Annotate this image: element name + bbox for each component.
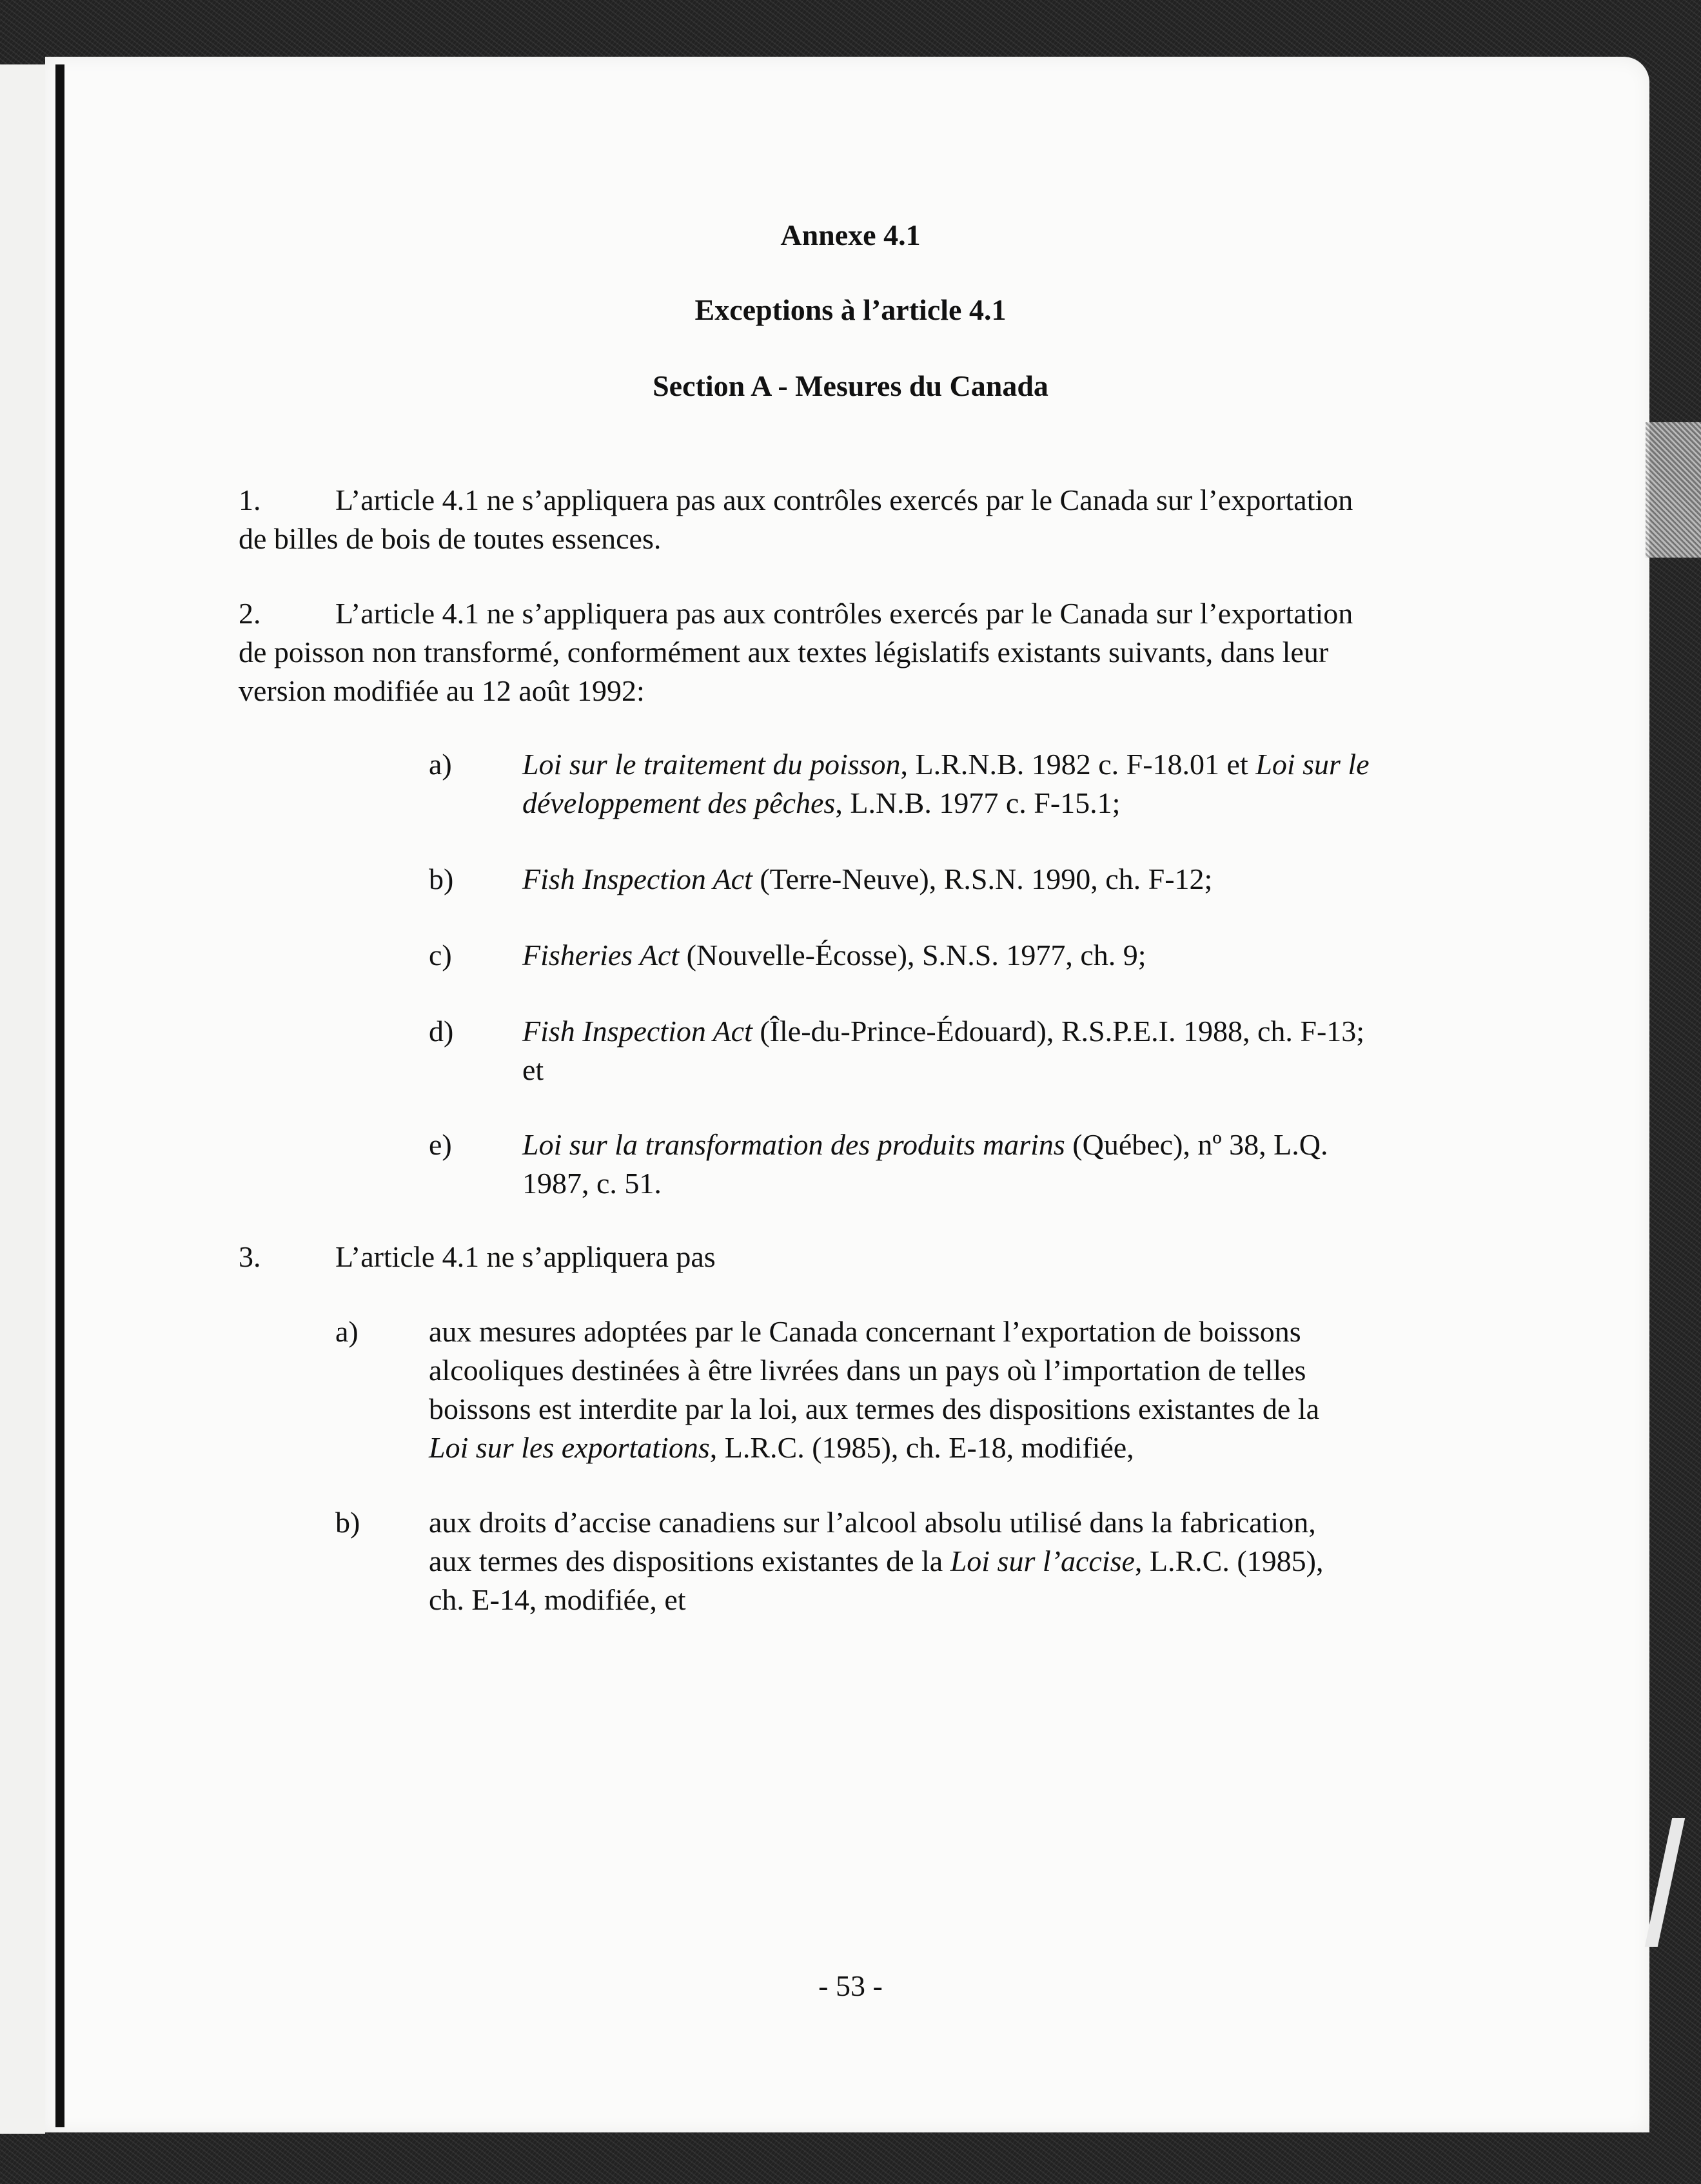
paragraph-number: 3. (239, 1240, 261, 1273)
item-text: aux termes des dispositions existantes de la Loi sur l’accise, L.R.C. (1985), (429, 1545, 1324, 1577)
paragraph-number: 2. (239, 597, 261, 630)
item-label: a) (335, 1315, 359, 1348)
page-number: - 53 - (818, 1969, 883, 2002)
item-text: aux mesures adoptées par le Canada concernant l’exportation de boissons (429, 1315, 1301, 1348)
item-text: Loi sur le traitement du poisson, L.R.N.B. 1982 c. F-18.01 et Loi sur le (522, 748, 1370, 781)
paragraph-text: version modifiée au 12 août 1992: (239, 674, 645, 707)
item-label: c) (429, 939, 452, 971)
item-text: Loi sur la transformation des produits marins (Québec), nº 38, L.Q. (522, 1128, 1328, 1161)
item-text: 1987, c. 51. (522, 1167, 662, 1200)
item-text: ch. E-14, modifiée, et (429, 1583, 686, 1616)
paragraph-text: L’article 4.1 ne s’appliquera pas aux contrôles exercés par le Canada sur l’exportation (335, 483, 1353, 516)
item-text: boissons est interdite par la loi, aux termes des dispositions existantes de la (429, 1392, 1320, 1425)
item-text: Loi sur les exportations, L.R.C. (1985), ch. E-18, modifiée, (429, 1431, 1134, 1464)
item-text: Fish Inspection Act (Terre-Neuve), R.S.N. 1990, ch. F-12; (522, 863, 1213, 895)
item-text: et (522, 1053, 544, 1086)
paragraph-text: L’article 4.1 ne s’appliquera pas (335, 1240, 716, 1273)
annex-subtitle: Exceptions à l’article 4.1 (694, 293, 1007, 326)
item-label: d) (429, 1015, 454, 1048)
paragraph-text: L’article 4.1 ne s’appliquera pas aux contrôles exercés par le Canada sur l’exportation (335, 597, 1353, 630)
paragraph-text: de poisson non transformé, conformément aux textes législatifs existants suivants, dans leur (239, 636, 1329, 668)
paragraph-number: 1. (239, 483, 261, 516)
annex-title: Annexe 4.1 (780, 219, 921, 251)
item-text: aux droits d’accise canadiens sur l’alcool absolu utilisé dans la fabrication, (429, 1506, 1316, 1539)
item-label: a) (429, 748, 452, 781)
item-text: alcooliques destinées à être livrées dans un pays où l’importation de telles (429, 1354, 1306, 1387)
item-text: Fish Inspection Act (Île-du-Prince-Édouard), R.S.P.E.I. 1988, ch. F-13; (522, 1015, 1365, 1048)
item-label: b) (335, 1506, 360, 1539)
item-text: Fisheries Act (Nouvelle-Écosse), S.N.S. 1977, ch. 9; (522, 939, 1146, 971)
item-text: développement des pêches, L.N.B. 1977 c. F-15.1; (522, 786, 1121, 819)
page-tab-marker (1646, 422, 1701, 558)
paragraph-text: de billes de bois de toutes essences. (239, 522, 662, 555)
item-label: b) (429, 863, 454, 895)
item-label: e) (429, 1128, 452, 1161)
section-heading: Section A - Mesures du Canada (653, 369, 1048, 402)
document-page (45, 57, 1649, 2132)
